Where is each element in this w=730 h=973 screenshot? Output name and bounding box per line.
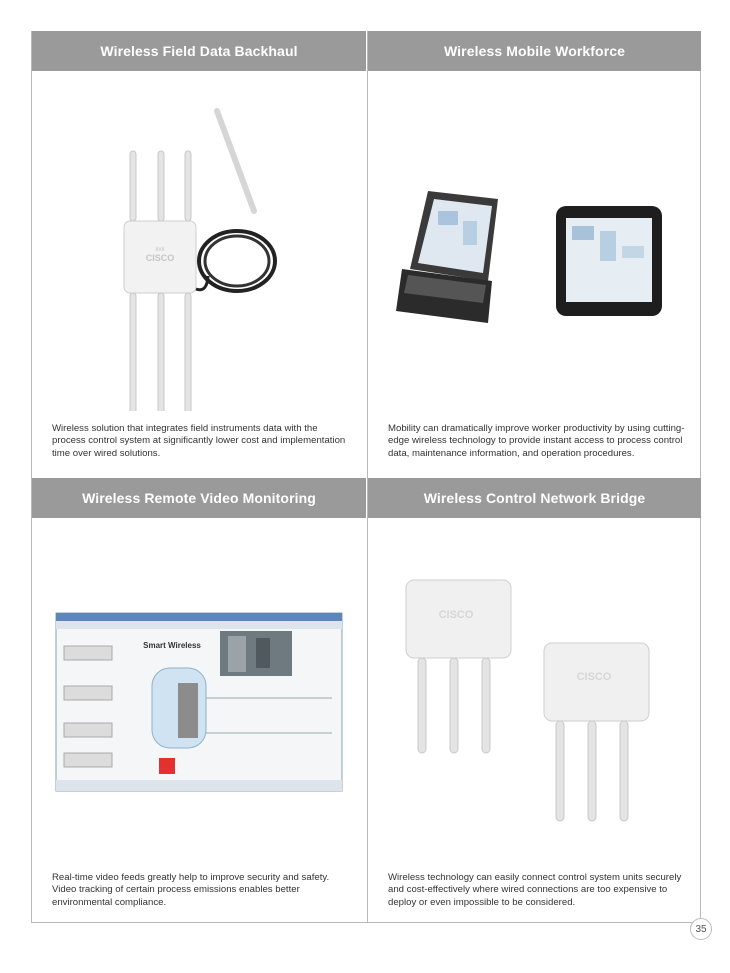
outdoor-access-points-image	[368, 518, 701, 858]
panel-control-network-bridge	[367, 478, 701, 922]
panel-remote-video-monitoring	[32, 478, 366, 922]
svg-text:CISCO: CISCO	[576, 671, 612, 683]
page-number: 35	[690, 918, 712, 940]
cisco-logo-text: CISCO	[145, 253, 175, 263]
panel-title: Wireless Remote Video Monitoring	[32, 478, 366, 518]
panel-field-data-backhaul	[32, 31, 366, 478]
panel-description: Wireless technology can easily connect control system units securely and cost-effectively where wired connections are too expensive to deploy or even impossible to be considered.	[388, 872, 682, 908]
panel-title: Wireless Control Network Bridge	[368, 478, 701, 518]
access-point-with-antenna-image	[32, 71, 366, 411]
cisco-logo-text: CISCO	[438, 609, 474, 621]
panel-title: Wireless Field Data Backhaul	[32, 31, 366, 71]
panel-description: Wireless solution that integrates field instruments data with the process control system at significantly lower cost and implementation time over wired solutions.	[52, 423, 346, 459]
svg-text:ılıılı: ılıılı	[155, 247, 165, 253]
rugged-laptop-and-tablet-image	[368, 71, 701, 411]
panel-mobile-workforce	[367, 31, 701, 478]
panel-description: Mobility can dramatically improve worker productivity by using cutting-edge wireless technology to provide instant access to process control data, maintenance information, and operation procedures.	[388, 423, 685, 459]
screen-title-text: Smart Wireless	[143, 641, 201, 650]
panel-title: Wireless Mobile Workforce	[368, 31, 701, 71]
monitoring-software-screenshot	[32, 518, 366, 858]
panel-description: Real-time video feeds greatly help to improve security and safety. Video tracking of certain process emissions enables better environmental compliance.	[52, 872, 330, 908]
product-grid	[31, 31, 701, 923]
